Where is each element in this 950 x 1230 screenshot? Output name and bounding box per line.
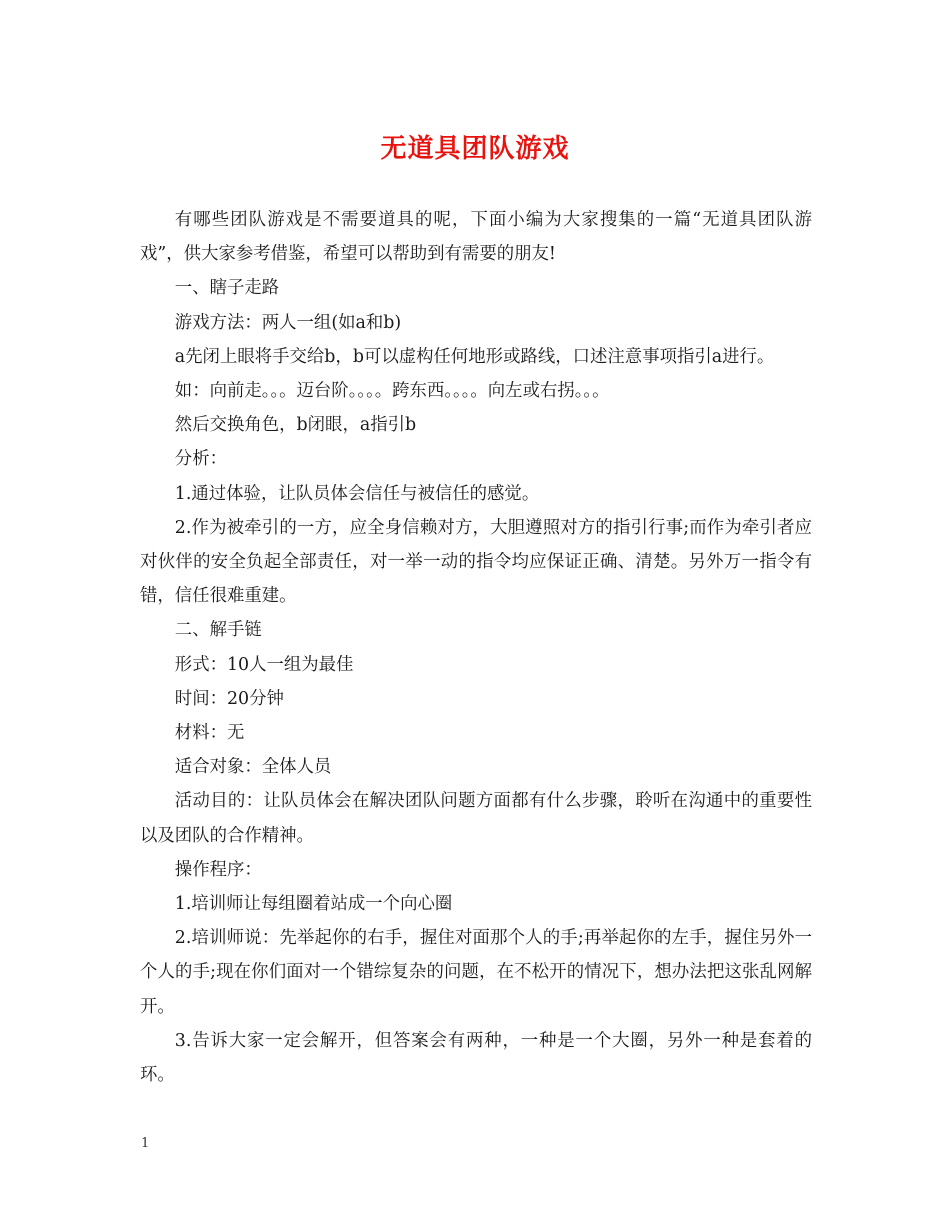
paragraph-intro: 有哪些团队游戏是不需要道具的呢，下面小编为大家搜集的一篇“无道具团队游戏”，供大家参考借鉴，希望可以帮助到有需要的朋友! [140,210,812,265]
paragraph-procedure-2: 2.培训师说：先举起你的右手，握住对面那个人的手;再举起你的左手，握住另外一个人的手;现在你们面对一个错综复杂的问题，在不松开的情况下，想办法把这张乱网解开。 [140,928,812,1017]
document-title: 无道具团队游戏 [380,134,570,164]
paragraph-procedure-3: 3.告诉大家一定会解开，但答案会有两种，一种是一个大圈，另外一种是套着的环。 [140,1030,812,1086]
paragraph-format: 形式：10人一组为最佳 [174,654,354,675]
paragraph-examples: 如：向前走。。。迈台阶。。。。跨东西。。。。向左或右拐。。。 [174,381,610,402]
section-heading-blind-walk: 一、瞎子走路 [174,278,280,299]
paragraph-instructions: a先闭上眼将手交给b，b可以虚构任何地形或路线，口述注意事项指引a进行。 [174,346,775,367]
paragraph-materials: 材料：无 [174,723,245,744]
paragraph-analysis-2: 2.作为被牵引的一方，应全身信赖对方，大胆遵照对方的指引行事;而作为牵引者应对伙伴的安全负起全部责任，对一举一动的指令均应保证正确、清楚。另外万一指令有错，信任很难重建。 [140,517,812,607]
paragraph-purpose: 活动目的：让队员体会在解决团队问题方面都有什么步骤，聆听在沟通中的重要性以及团队的合作精神。 [140,791,812,846]
paragraph-swap-roles: 然后交换角色，b闭眼，a指引b [174,415,417,436]
page-number: 1 [141,1136,150,1151]
paragraph-time: 时间：20分钟 [174,688,284,709]
paragraph-game-method: 游戏方法：两人一组(如a和b) [174,312,402,333]
document-body [140,203,812,1092]
paragraph-procedure-label: 操作程序： [174,859,262,880]
paragraph-audience: 适合对象：全体人员 [174,757,332,778]
paragraph-procedure-1: 1.培训师让每组圈着站成一个向心圈 [174,894,453,915]
paragraph-analysis-1: 1.通过体验，让队员体会信任与被信任的感觉。 [174,483,540,504]
paragraph-analysis-label: 分析： [174,449,227,470]
section-heading-hand-chain: 二、解手链 [174,620,262,641]
